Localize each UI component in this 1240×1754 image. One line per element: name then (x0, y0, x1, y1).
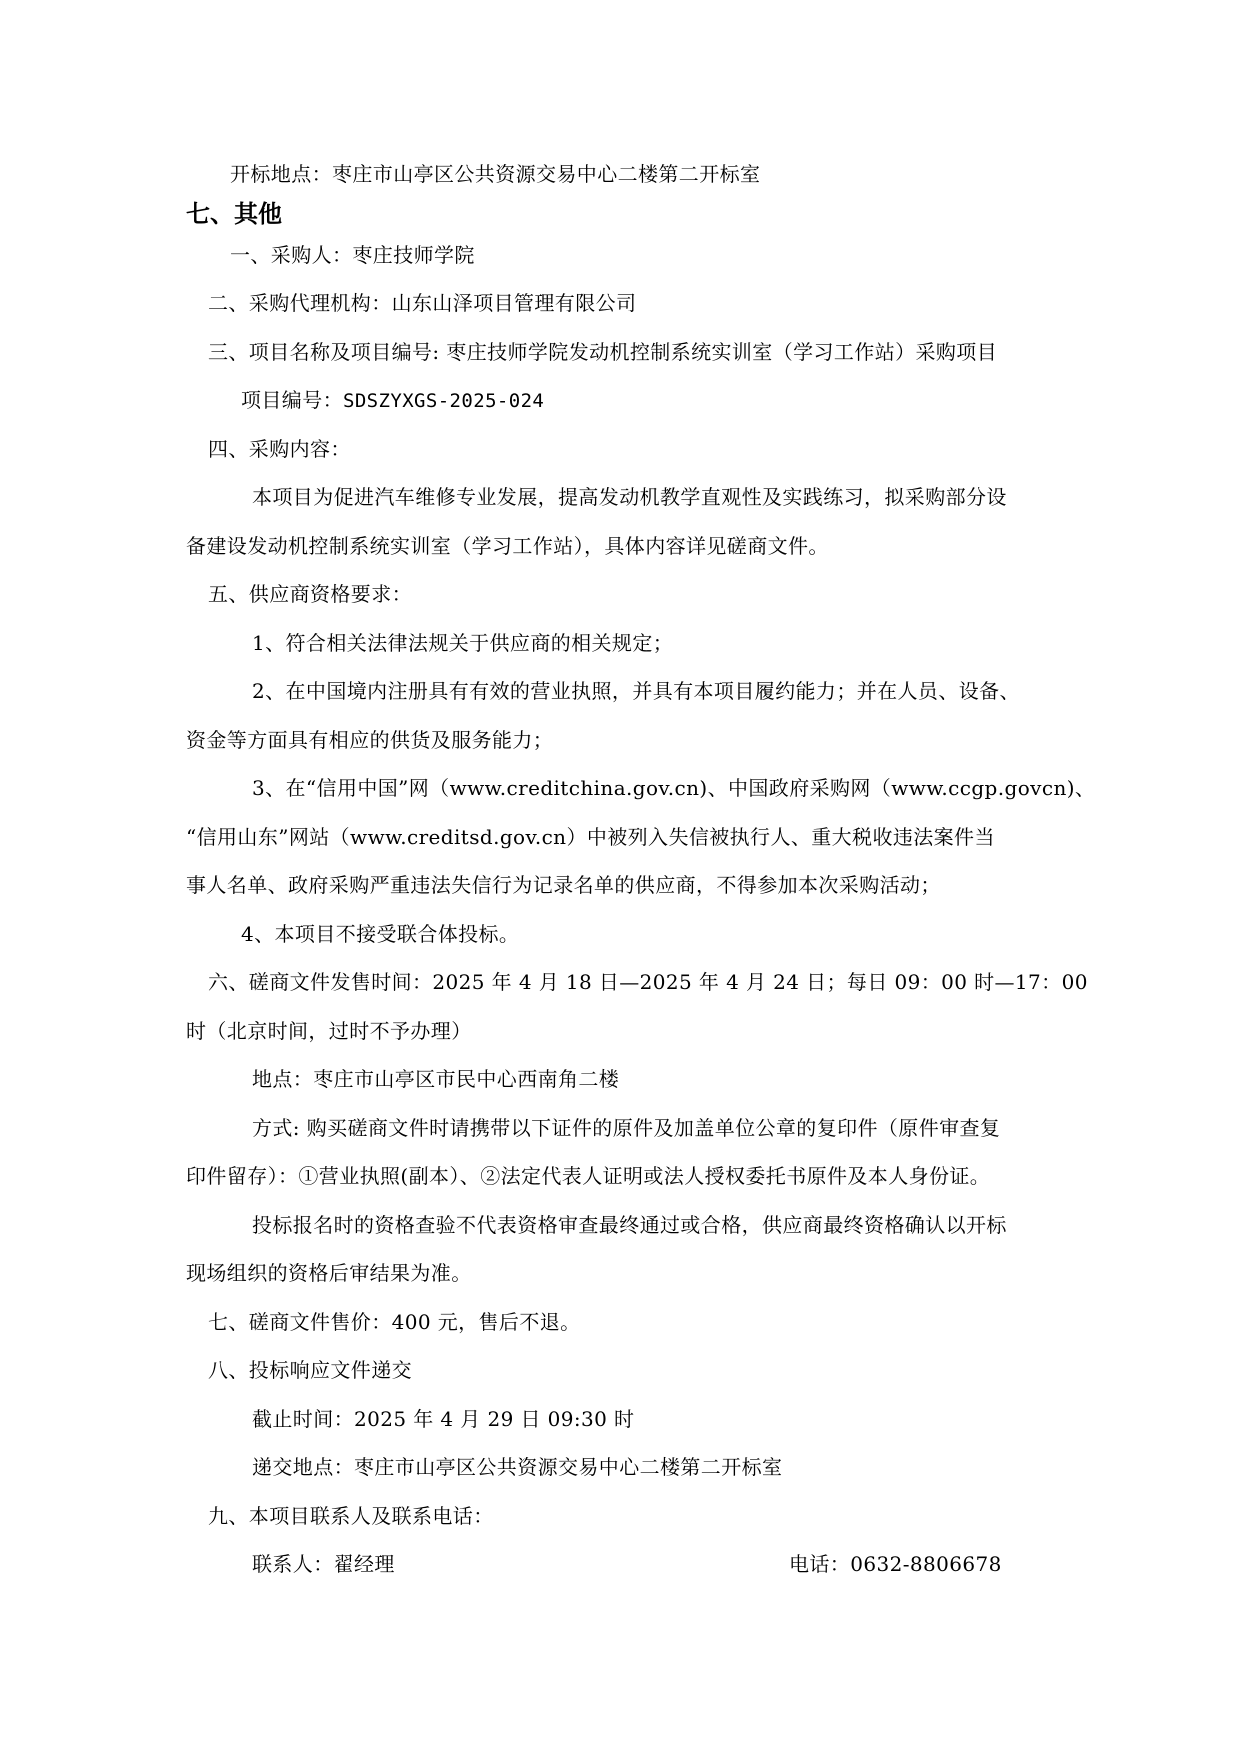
content-paragraph-line-1: 本项目为促进汽车维修专业发展，提高发动机教学直观性及实践练习，拟采购部分设 (252, 485, 1007, 509)
submission-heading: 八、投标响应文件递交 (208, 1358, 412, 1382)
purchase-method-line-1: 方式: 购买磋商文件时请携带以下证件的原件及加盖单位公章的复印件（原件审查复 (252, 1116, 1001, 1140)
project-name-line: 三、项目名称及项目编号: 枣庄技师学院发动机控制系统实训室（学习工作站）采购项目 (208, 340, 998, 364)
purchase-method-line-2: 印件留存）：①营业执照(副本）、②法定代表人证明或法人授权委托书原件及本人身份证。 (186, 1164, 991, 1188)
project-number-label: 项目编号： (241, 388, 343, 412)
document-price-line: 七、磋商文件售价：400 元，售后不退。 (208, 1310, 581, 1334)
qualification-check-line-2: 现场组织的资格后审结果为准。 (186, 1261, 472, 1285)
contact-phone: 电话：0632-8806678 (789, 1552, 1002, 1576)
project-number-value: SDSZYXGS-2025-024 (343, 390, 545, 412)
sale-time-line-1: 六、磋商文件发售时间：2025 年 4 月 18 日—2025 年 4 月 24 日；每日 09：00 时—17：00 (208, 970, 1088, 994)
qualification-item-2-line-2: 资金等方面具有相应的供货及服务能力； (186, 728, 554, 752)
qualification-item-4: 4、本项目不接受联合体投标。 (241, 922, 520, 946)
sale-time-line-2: 时（北京时间，过时不予办理） (186, 1019, 472, 1043)
contact-line (252, 1550, 1052, 1578)
qualification-heading: 五、供应商资格要求： (208, 582, 412, 606)
procurement-content-heading: 四、采购内容： (208, 437, 351, 461)
qualification-item-3-line-2: “信用山东”网站（www.creditsd.gov.cn）中被列入失信被执行人、重大税收违法案件当 (186, 825, 995, 849)
qualification-item-3-line-1: 3、在“信用中国”网（www.creditchina.gov.cn)、中国政府采购网（www.ccgp.govcn)、 (252, 776, 1096, 800)
submission-location-line: 递交地点：枣庄市山亭区公共资源交易中心二楼第二开标室 (252, 1455, 783, 1479)
section-heading-other: 七、其他 (186, 200, 282, 228)
project-number-line (241, 386, 544, 415)
deadline-line: 截止时间：2025 年 4 月 29 日 09:30 时 (252, 1407, 635, 1431)
contact-heading: 九、本项目联系人及联系电话： (208, 1504, 494, 1528)
bid-opening-location: 开标地点：枣庄市山亭区公共资源交易中心二楼第二开标室 (230, 162, 761, 186)
qualification-check-line-1: 投标报名时的资格查验不代表资格审查最终通过或合格，供应商最终资格确认以开标 (252, 1213, 1007, 1237)
qualification-item-2-line-1: 2、在中国境内注册具有有效的营业执照，并具有本项目履约能力；并在人员、设备、 (252, 679, 1020, 703)
contact-person: 联系人：翟经理 (252, 1552, 395, 1576)
purchaser-line: 一、采购人：枣庄技师学院 (230, 243, 475, 267)
content-paragraph-line-2: 备建设发动机控制系统实训室（学习工作站），具体内容详见磋商文件。 (186, 534, 829, 558)
qualification-item-3-line-3: 事人名单、政府采购严重违法失信行为记录名单的供应商，不得参加本次采购活动； (186, 873, 941, 897)
agency-line: 二、采购代理机构：山东山泽项目管理有限公司 (208, 291, 637, 315)
qualification-item-1: 1、符合相关法律法规关于供应商的相关规定； (252, 631, 674, 655)
sale-location-line: 地点：枣庄市山亭区市民中心西南角二楼 (252, 1067, 620, 1091)
